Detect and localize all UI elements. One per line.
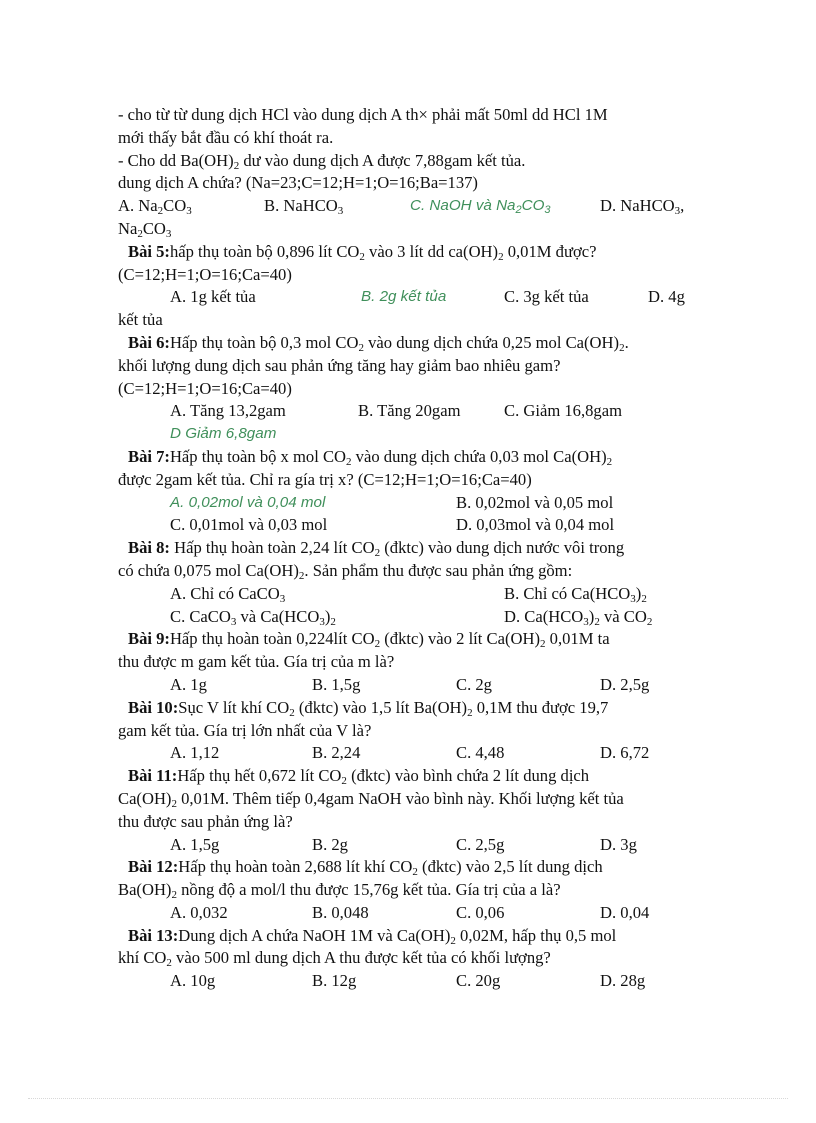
question-13-line-2: khí $CO_2$ vào 500 ml dung dịch A thu được kết tủa có khối lượng?	[118, 948, 551, 970]
intro-line-2: mới thấy bắt đầu có khí thoát ra.	[118, 127, 334, 147]
option-a: A. Tăng 13,2gam	[170, 401, 286, 421]
intro-line-4: dung dịch A chứa? (Na=23;C=12;H=1;O=16;Ba=137)	[118, 173, 478, 193]
question-5-line-2: (C=12;H=1;O=16;Ca=40)	[118, 264, 292, 284]
question-label: Bài 6:	[128, 332, 170, 352]
option-d: D. 28g	[600, 971, 646, 991]
question-6-option-d	[118, 423, 698, 446]
question-10-line-1: Bài 10:Sục V lít khí $CO_2$ (đktc) vào 1,5 lít $Ba(OH)_2$ 0,1M thu được 19,7	[128, 697, 609, 719]
option-a: A. 10g	[170, 971, 216, 991]
question-9-options	[118, 674, 698, 697]
question-11-options	[118, 834, 698, 857]
question-11-line-1: Bài 11:Hấp thụ hết 0,672 lít $CO_2$ (đktc) vào bình chứa 2 lít dung dịch	[128, 766, 590, 788]
option-c: C. 2,5g	[456, 834, 505, 854]
question-8-line-2: có chứa 0,075 mol $Ca(OH)_2$. Sản phẩm thu được sau phản ứng gồm:	[118, 560, 573, 582]
question-4-option-d-cont: $Na_2CO_3$	[118, 218, 172, 240]
question-11-line-2: $Ca(OH)_2$ 0,01M. Thêm tiếp 0,4gam NaOH vào bình này. Khối lượng kết tủa	[118, 788, 624, 810]
option-d: D. 4g	[648, 287, 685, 307]
question-8-line-1: Bài 8: Hấp thụ hoàn toàn 2,24 lít $CO_2$ (đktc) vào dung dịch nước vôi trong	[128, 538, 625, 560]
question-5-option-d-cont: kết tủa	[118, 310, 163, 330]
option-d: D. 6,72	[600, 743, 650, 763]
option-a: A. 1g	[170, 674, 207, 694]
option-c: C. 2g	[456, 674, 492, 694]
question-7-line-2: được 2gam kết tủa. Chỉ ra gía trị x? (C=12;H=1;O=16;Ca=40)	[118, 469, 532, 489]
question-9-line-1: Bài 9:Hấp thụ hoàn toàn 0,224lít $CO_2$ (đktc) vào 2 lít $Ca(OH)_2$ 0,01M ta	[128, 629, 610, 651]
option-a: A. 0,032	[170, 902, 228, 922]
option-b: B. 2g	[312, 834, 348, 854]
intro-line-1: - cho từ từ dung dịch HCl vào dung dịch A th× phải mất 50ml dd HCl 1M	[118, 105, 608, 124]
question-12-options	[118, 902, 698, 925]
question-10-line-2: gam kết tủa. Gía trị lớn nhất của V là?	[118, 720, 372, 740]
question-5-options	[118, 286, 698, 309]
option-d: D. 3g	[600, 834, 637, 854]
option-d: D. 2,5g	[600, 674, 650, 694]
question-label: Bài 11:	[128, 766, 178, 786]
question-9-line-2: thu được m gam kết tủa. Gía trị của m là?	[118, 652, 395, 672]
option-a: A. $Na_2CO_3$	[118, 196, 192, 218]
option-b: B. 12g	[312, 971, 357, 991]
option-c: C. 4,48	[456, 743, 505, 763]
question-12-line-1: Bài 12:Hấp thụ hoàn toàn 2,688 lít khí $CO_2$ (đktc) vào 2,5 lít dung dịch	[128, 857, 603, 879]
question-7-options-1	[118, 492, 698, 515]
option-a: A. 1g kết tủa	[170, 287, 256, 307]
question-8-options-1	[118, 583, 698, 606]
option-b: B. 0,048	[312, 902, 369, 922]
option-c: C. 0,06	[456, 902, 505, 922]
option-b: B. 0,02mol và 0,05 mol	[456, 492, 614, 512]
option-b: B. Chỉ có $Ca(HCO_3)_2$	[504, 583, 647, 605]
question-label: Bài 12:	[128, 857, 179, 877]
option-c: C. CaCO$_3$ và $Ca(HCO_3)_2$	[170, 606, 336, 628]
question-label: Bài 5:	[128, 241, 170, 261]
option-c: C. Giảm 16,8gam	[504, 401, 622, 421]
question-label: Bài 7:	[128, 446, 170, 466]
option-a: A. 1,12	[170, 743, 220, 763]
question-6-line-3: (C=12;H=1;O=16;Ca=40)	[118, 378, 292, 398]
option-c: C. 3g kết tủa	[504, 287, 589, 307]
question-label: Bài 13:	[128, 925, 179, 945]
question-7-options-2	[118, 514, 698, 537]
option-b: B. 1,5g	[312, 674, 361, 694]
question-6-line-1: Bài 6:Hấp thụ toàn bộ 0,3 mol $CO_2$ vào dung dịch chứa 0,25 mol $Ca(OH)_2$.	[128, 332, 629, 354]
option-d: D. NaHCO$_3$,	[600, 196, 685, 218]
option-a-correct: A. 0,02mol và 0,04 mol	[170, 493, 326, 511]
question-11-line-3: thu được sau phản ứng là?	[118, 811, 293, 831]
question-12-line-2: $Ba(OH)_2$ nồng độ a mol/l thu được 15,76g kết tủa. Gía trị của a là?	[118, 880, 561, 902]
question-8-options-2	[118, 606, 698, 629]
option-d: D. $Ca(HCO_3)_2$ và $CO_2$	[504, 606, 653, 628]
option-d-correct: D Giảm 6,8gam	[170, 425, 277, 443]
option-c: C. 0,01mol và 0,03 mol	[170, 515, 328, 535]
question-label: Bài 9:	[128, 629, 170, 649]
question-6-options	[118, 400, 698, 423]
question-10-options	[118, 742, 698, 765]
question-4-options	[118, 195, 698, 218]
page-footer-divider	[28, 1098, 788, 1099]
option-d: D. 0,04	[600, 902, 650, 922]
option-b: B. Tăng 20gam	[358, 401, 461, 421]
option-b: B. 2,24	[312, 743, 361, 763]
option-b: B. NaHCO$_3$	[264, 196, 344, 218]
option-c-correct: C. NaOH và $Na_2CO_3$	[410, 197, 551, 217]
question-13-line-1: Bài 13:Dung dịch A chứa NaOH 1M và $Ca(OH)_2$ 0,02M, hấp thụ 0,5 mol	[128, 925, 617, 947]
question-5-line-1: Bài 5:hấp thụ toàn bộ 0,896 lít $CO_2$ vào 3 lít dd $ca(OH)_2$ 0,01M được?	[128, 241, 597, 263]
question-label: Bài 10:	[128, 697, 179, 717]
option-a: A. 1,5g	[170, 834, 220, 854]
question-13-options	[118, 970, 698, 993]
question-label: Bài 8:	[128, 538, 170, 558]
intro-line-3: - Cho dd $Ba(OH)_2$ dư vào dung dịch A được 7,88gam kết tủa.	[118, 150, 526, 172]
option-d: D. 0,03mol và 0,04 mol	[456, 515, 615, 535]
option-c: C. 20g	[456, 971, 501, 991]
option-a: A. Chỉ có CaCO$_3$	[170, 583, 286, 605]
question-7-line-1: Bài 7:Hấp thụ toàn bộ x mol $CO_2$ vào dung dịch chứa 0,03 mol $Ca(OH)_2$	[128, 446, 613, 468]
option-b-correct: B. 2g kết tủa	[361, 288, 447, 306]
document-body	[118, 104, 698, 993]
question-6-line-2: khối lượng dung dịch sau phản ứng tăng hay giảm bao nhiêu gam?	[118, 355, 561, 375]
